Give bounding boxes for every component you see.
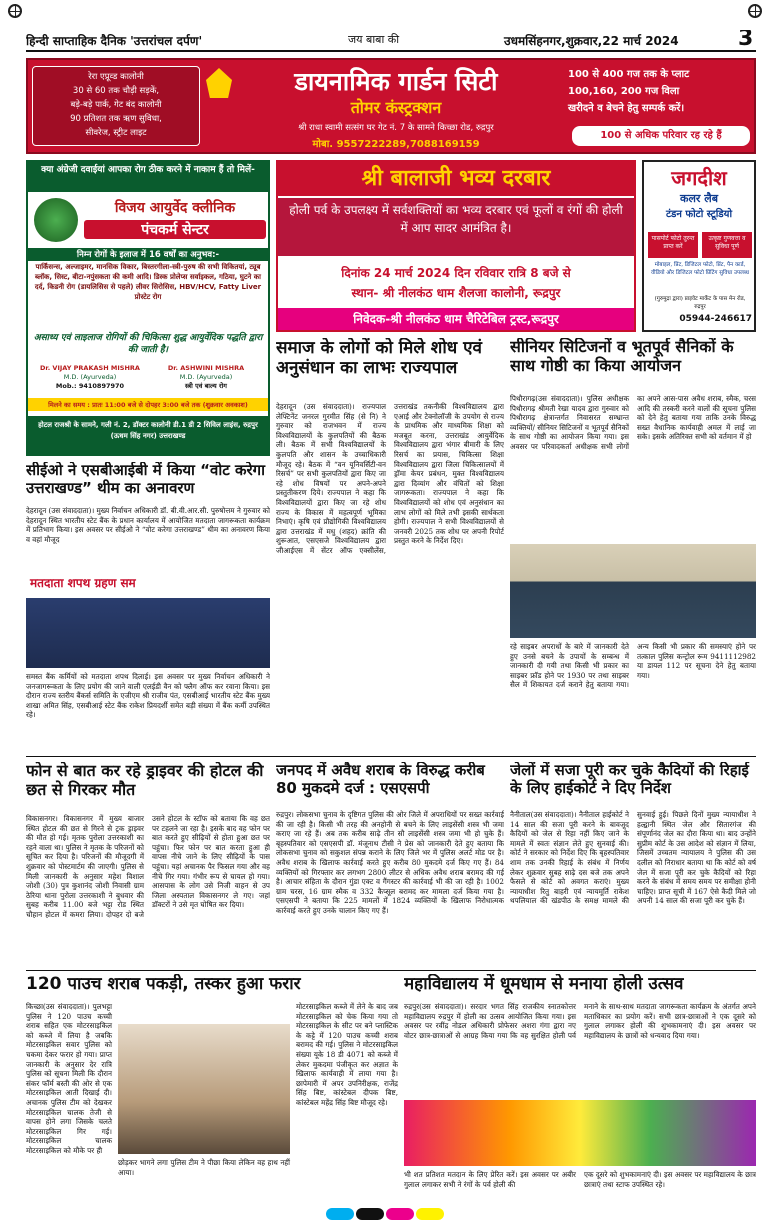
doctor-1-degree: M.D. (Ayurveda): [63, 373, 117, 381]
article-body: रुद्रपुर। लोकसभा चुनाव के दृष्टिगत पुलिस की ओर जिले में अपराधियों पर सख्त कार्रवाई की जा रही है। किसी भी तरह की अनहोनी से बचने के लिए लाइसेंसी शस्त्र भी जमा कराए जा रहे हैं। अब तक करीब साढ़े तीन सौ लाइसेंसी शस्त्र जमा भी हो चुके हैं। बृहस्पतिवार को एसएसपी डॉ. मंजूनाथ टीसी ने प्रेस को जानकारी देते हुए बताया कि लोकसभा चुनाव को सकुशल संपन्न कराने के लिए जिले भर में पुलिस अलर्ट मोड पर है। अवैध शराब के खिलाफ कार्रवाई करते हुए करीब 80 मुकदमे दर्ज किए गए हैं। 84 व्यक्तियों को गिरफ्तार कर लगभग 2800 लीटर से अधिक अवैध शराब बरामद की गई है। आचार संहिता के दौरान गुंडा एक्ट व गैंगस्टर की कार्रवाई भी की जा रही है। 1002 ग्राम चरस, 16 ग्राम स्मैक व 332 कैप्सूल बरामद कर मामला दर्ज किया गया है। एसएसपी ने बताया कि 225 मामलों में 1824 व्यक्तियों के खिलाफ निरोधात्मक कार्रवाई करते हुए उनके चालान किए गए हैं।: [276, 810, 504, 915]
ad-jagdish-title: जगदीश: [671, 166, 727, 190]
article-headline: सीनियर सिटिजनों व भूतपूर्व सैनिकों के साथ गोष्ठी का किया आयोजन: [510, 338, 734, 375]
ad-garden-title: डायनामिक गार्डन सिटी: [294, 67, 498, 96]
ad-jagdish-studio: टंडन फोटो स्टूडियो: [665, 209, 733, 220]
article-headline: फोन से बात कर रहे ड्राइवर की होटल की छत से गिरकर मौत: [26, 762, 264, 799]
ad-ayurved-timing: मिलने का समय : प्रातः 11:00 बजे से दोपहर 3:00 बजे तक (शुक्रवार अवकाश): [28, 398, 268, 411]
ad-balaji-invitation: होली पर्व के उपलक्ष्य में सर्वशक्तियों का भव्य दरबार एवं फूलों व रंगों की होली में आप सादर आमंत्रित है।: [278, 198, 634, 256]
section-divider: [26, 756, 756, 757]
ad-ayurved-leaf-logo-icon: [34, 198, 78, 242]
doctor-2-degree: M.D. (Ayurveda): [179, 373, 233, 381]
ad-balaji-title: श्री बालाजी भव्य दरबार: [278, 162, 634, 196]
article-liquor-pouch-seized: [26, 974, 398, 1200]
article-headline: महाविद्यालय में धूमधाम से मनाया होली उत्सव: [404, 974, 684, 994]
color-registration-bar: [326, 1208, 444, 1220]
ad-garden-feature: 30 से 60 तक चौड़ी सड़कें,: [72, 86, 160, 96]
registration-mark-top-left: [8, 4, 22, 18]
ad-ayurved-slogan: असाध्य एवं लाइलाज रोगियों की चिकित्सा शुद्ध आयुर्वेदिक पद्धति द्वारा की जाती है।: [33, 333, 263, 355]
article-senior-citizens: [510, 338, 756, 752]
ad-garden-phone: मोबा. 9557222289,7088169159: [312, 139, 480, 150]
masthead-slogan: जय बाबा की: [348, 33, 400, 46]
ad-ayurved-doctor-2: [148, 364, 264, 391]
article-body: देहरादून (उस संवाददाता)। राज्यपाल लेफ्टिनेंट जनरल गुरमीत सिंह (से नि) ने गुरुवार को राजभवन में राज्य विश्वविद्यालयों के कुलपतियों की बैठक ली। बैठक में सभी विश्वविद्यालयों के कुलपति और शासन के उच्चाधिकारी मौजूद रहे। बैठक में “वन यूनिवर्सिटी-वन रिसर्च” पर सभी कुलपतियों द्वारा किए जा रहे शोध विषयों पर अपने-अपने प्रस्तुतीकरण दिये। राज्यपाल ने कहा कि विश्वविद्यालयों द्वारा किए जा रहे शोध राज्य के विकास में महत्वपूर्ण भूमिका निभाएं। कृषि एवं प्रौद्योगिकी विश्वविद्यालय द्वारा उत्तराखंड में मधु (शहद) क्रांति की शुरूआत, एसएसजे विश्वविद्यालय द्वारा जीआईएस में सेंटर ऑफ एक्सीलेंस, उत्तराखंड तकनीकी विश्वविद्यालय द्वारा एआई और टेक्नोलॉजी के उपयोग से राज्य के प्राथमिक और माध्यमिक शिक्षा को मजबूत करना, उत्तराखंड आयुर्वेदिक विश्वविद्यालय द्वारा भंगार बीमारी के लिए रिसर्च का प्रयास, चिकित्सा शिक्षा विश्वविद्यालय द्वारा जिला चिकित्सालयों में ड्रॉमा केयर प्रबंधन, मुक्त विश्वविद्यालय द्वारा दिव्यांग और वंचितों को शिक्षा जागरूकता। राज्यपाल ने कहा कि विश्वविद्यालयों को शोध एवं अनुसंधान का लाभ लोगों को मिले तभी इसकी सार्थकता होगी। राज्यपाल ने सभी विश्वविद्यालयों से जनवरी 2025 तक शोध पर अपनी रिपोर्ट प्रस्तुत करने के निर्देश दिए।: [276, 402, 504, 555]
article-headline: जनपद में अवैध शराब के विरुद्ध करीब 80 मुकदमे दर्ज : एसएसपी: [276, 762, 485, 797]
ad-garden-contact-note: खरीदने व बेचने हेतु सम्पर्क करें।: [568, 103, 685, 114]
ad-jagdish-passport-box: पासपोर्ट फोटो तुरन्त प्राप्त करें: [648, 232, 698, 258]
registration-mark-top-right: [748, 4, 762, 18]
article-caption: छोड़कर भागने लगा पुलिस टीम ने पीछा किया लेकिन वह हाथ नहीं आया।: [118, 1158, 290, 1177]
doctor-1-name: Dr. VIJAY PRAKASH MISHRA: [40, 364, 140, 372]
ad-ayurved-experience-band: निम्न रोगों के इलाज में 16 वर्षों का अनुभव:-: [28, 248, 268, 261]
article-governor-research: [276, 338, 504, 752]
article-caption-right: एक दूसरे को शुभकामनाएं दी। इस अवसर पर महाविद्यालय के छात्र छात्राएं तथा स्टाफ उपस्थित रहे।: [584, 1170, 756, 1189]
article-ceo-vote-theme: [26, 462, 270, 752]
ad-ayurved-panchkarma: पंचकर्म सेन्टर: [84, 220, 266, 239]
article-body: पिथौरागढ़(उस संवाददाता)। पुलिस अधीक्षक पिथौरागढ़ श्रीमती रेखा यादव द्वारा गुरुवार को पिथौरागढ़ क्षेत्रान्तर्गत निवासरत सम्भ्रान्त व्यक्तियों/ सीनियर सिटिजनों व भूतपूर्व सैनिकों के साथ गोष्ठी का आयोजन किया गया। इस अवसर पर परिवादकर्ता अधीक्षक सभी लोगों का अपने आस-पास अवैध शराब, स्मैक, चरस आदि की तस्करी करने वालों की सूचना पुलिस को देने हेतु बताया गया ताकि उनके विरुद्ध सख्त वैधानिक कार्यवाही अमल में लाई जा सके। इसके अतिरिक्त सभी को वर्तमान में हो: [510, 394, 756, 451]
article-body: विकासनगर। विकासनगर में मुख्य बाजार स्थित होटल की छत से गिरने से ट्रक ड्राइवर की मौत हो गई। मृतक पुरोला उत्तरकाशी का रहने वाला था। पुलिस ने मृतक के परिजनों को सूचित कर दिया है। परिजनों की मौजूदगी में शुक्रवार को पोस्टमार्टम की जाएगी। पुलिस से मिली जानकारी के अनुसार महेश विशाल जोशी (30) पुत्र कुशानंद जोशी निवासी ग्राम ठेरिया थाना पुरोला उत्तरकाशी ने बुधवार की सुबह करीब 11.00 बजे भट्टा रोड स्थित चौहान होटल में कमरा लिया। दोपहर दो बजे उसने होटल के स्टॉफ को बताया कि वह छत पर टहलने जा रहा है। इसके बाद वह फोन पर बात करते हुए सीढ़ियों से होता हुआ छत पर पहुंचा। फिर फोन पर बात करता हुआ ही वापस नीचे जाने के लिए सीढ़ियों के पास पहुंचा। यहां अचानक पैर फिसल गया और वह नीचे गिर गया। गंभीर रूप से घायल हो गया। आसपास के लोग उसे निजी वाहन से उप जिला अस्पताल विकासनगर ले गए। जहां डॉक्टरों ने उसे मृत घोषित कर दिया।: [26, 814, 270, 919]
ad-garden-plot-size: 100 से 400 गज तक के प्लाट: [568, 69, 690, 80]
ad-jagdish-quality-box: उत्कृष्ट गुणवत्ता व सुविधा पूर्ण: [702, 232, 752, 258]
article-body-photo-side: [118, 1002, 290, 1022]
ad-garden-address: श्री राधा स्वामी सत्संग घर गेट नं. 7 के सामने किच्छा रोड, रुद्रपुर: [298, 123, 494, 133]
ad-garden-left-box: [32, 66, 200, 146]
ad-garden-feature: सीवरेज, स्ट्रीट लाइट: [85, 128, 147, 138]
article-photo: [26, 568, 270, 668]
ad-vijay-ayurved-clinic: [26, 160, 270, 456]
article-body: नैनीताल(उस संवाददाता)। नैनीताल हाईकोर्ट ने 14 साल की सजा पूरी करने के बावजूद कैदियों को जेल से रिहा नहीं किए जाने के मामले में स्वतः संज्ञान लेते हुए सुनवाई की। कोर्ट ने सरकार को निर्देश दिए कि बृहस्पतिवार शाम तक उनकी रिहाई के संबंध में निर्णय लेकर शुक्रवार सुबह साढ़े दस बजे तक अपने फैसले से कोर्ट को अवगत कराएं। मुख्य न्यायाधीश रितु बाहरी एवं न्यायमूर्ति राकेश थपलियाल की खंडपीठ के समक्ष मामले की सुनवाई हुई। पिछले दिनों मुख्य न्यायाधीश ने हल्द्वानी स्थित जेल और सितारगंज की संपूर्णानंद जेल का दौरा किया था। बाद उन्होंने सुप्रीम कोर्ट के उस आदेश को संज्ञान में लिया, जिसमें उच्चतम न्यायालय ने पुलिस की उस दलील को निराधार बताया था कि कोर्ट को वर्ष जेल में सजा पूरी कर चुके कैदियों को रिहा करने के संबंध में समय समय पर समीक्षा होनी चाहिए। प्राप्त सूची में 167 ऐसे कैदी मिले जो अपनी 14 साल की सजा पूरी कर चुके हैं।: [510, 810, 756, 906]
ad-jagdish-services: मोबाइल, प्रिंट, डिजिटल फोटो, प्रिंट, पैन कार्ड, वीडियो और डिजिटल फोटो प्रिंटिंग सुविधा उपलब्ध: [651, 262, 749, 276]
article-college-holi: [404, 974, 756, 1200]
ad-balaji-place: स्थान- श्री नीलकंठ धाम शैलजा कालोनी, रूद्रपुर: [351, 286, 561, 300]
article-highcourt-prisoners: [510, 762, 756, 966]
article-headline: 120 पाउच शराब पकड़ी, तस्कर हुआ फरार: [26, 974, 301, 994]
ad-garden-families-badge: 100 से अधिक परिवार रह रहे हैं: [572, 126, 750, 146]
masthead-paper-name: हिन्दी साप्ताहिक दैनिक 'उत्तरांचल दर्पण': [26, 34, 203, 48]
ad-garden-right-box: [568, 66, 752, 122]
article-driver-death: [26, 762, 270, 966]
ad-jagdish-address: (गुरुमुद्रा द्वारा) प्राइवेट मार्केट के पास मेन रोड, रुद्रपुर: [654, 296, 746, 310]
ad-garden-logo-icon: [206, 68, 232, 98]
magenta-swatch: [386, 1208, 414, 1220]
article-body: रुद्रपुर(उस संवाददाता)। सरदार भगत सिंह राजकीय स्नातकोत्तर महाविद्यालय रुद्रपुर में होली का उत्सव आयोजित किया गया। इस अवसर पर रवींद्र नोडल अधिकारी प्रोफेसर अशरा गंगा द्वारा नए वोटर छात्र-छात्राओं से आग्रह किया गया कि वह सुरक्षित होली पर्व मनाने के साथ-साथ मतदाता जागरूकता कार्यक्रम के अंतर्गत अपने मताधिकार का प्रयोग करें। सभी छात्र-छात्राओं ने एक दूसरे को गुलाल लगाकर होली की शुभकामनाएं दी। इस अवसर पर महाविद्यालय के छात्रों को धन्यवाद दिया गया।: [404, 1002, 756, 1040]
ad-ayurved-clinic-name: विजय आयुर्वेद क्लीनिक: [114, 200, 236, 216]
yellow-swatch: [416, 1208, 444, 1220]
article-caption-left: भी शत प्रतिशत मतदान के लिए प्रेरित करें। इस अवसर पर अबीर गुलाल लगाकर सभी ने रंगों के पर्व होली की: [404, 1170, 576, 1189]
masthead: [26, 30, 756, 52]
ad-jagdish-color-lab: [642, 160, 756, 332]
ad-jagdish-phone: 05944-246617: [679, 314, 752, 324]
article-headline: जेलों में सजा पूरी कर चुके कैदियों की रिहाई के लिए हाईकोर्ट ने दिए निर्देश: [510, 762, 749, 797]
doctor-2-specialty: स्त्री एवं बाल्य रोग: [185, 382, 227, 390]
article-caption: समस्त बैंक कर्मियों को मतदाता शपथ दिलाई। इस अवसर पर मुख्य निर्वाचन अधिकारी ने जनजागरूकता के लिए प्रयोग की जाने वाली एलईडी वैन को फ्लैग ऑफ कर रवाना किया। इस दौरान राज्य स्तरीय बैंकर्स समिति के एजीएम श्री राजीव पंत, एसबीआई भारतीय स्टेट बैंक मुख्य शाखा अमित सिंह, एसबीआई स्टेट बैंक राकेश प्रियदर्शी समेत बड़ी संख्या में बैंक कर्मी उपस्थित रहे।: [26, 672, 270, 720]
article-body: देहरादून (उस संवाददाता)। मुख्य निर्वाचन अधिकारी डॉ. बी.वी.आर.सी. पुरुषोत्तम ने गुरुवार को देहरादून स्थित भारतीय स्टेट बैंक के प्रधान कार्यालय में आयोजित मतदाता जागरूकता कार्यक्रम में प्रतिभाग किया। इस अवसर पर सीईओ ने “वोट करेगा उत्तराखण्ड” थीम का अनावरण किया व वहां मौजूद: [26, 506, 270, 544]
masthead-date: उधमसिंहनगर,शुक्रवार,22 मार्च 2024: [504, 34, 679, 48]
ad-ayurved-diseases: पार्किंसन्स, अल्जाइमर, मानसिक विकार, बिस्तरगीला-स्त्री-पुरुष की सभी विकितयां, ट्यूब ब्लॉक, सिस्ट, बीटा-नपुंसकता की कमी आदि। डिस्क प्रोलेप्स सर्वाइकल, गठिया, घुटने का दर्द, किडनी रोग (डायलिसिस से पहले) लीवर सिरोसिस, HBV/HCV, Fatty Liver प्रोस्टेट रोग: [34, 263, 262, 301]
article-body: किच्छा(उस संवाददाता)। पुलभट्टा पुलिस ने 120 पाउच कच्ची शराब सहित एक मोटरसाइकिल को कब्जे में लिया है जबकि मोटरसाइकिल सवार पुलिस को चकमा देकर फरार हो गया। प्राप्त जानकारी के अनुसार देर रात्रि पुलिस को सूचना मिली कि दौरान संकर फॉर्म बस्ती की ओर से एक मोटरसाइकिल आती दिखाई दी। अचानक पुलिस टीम को देखकर मोटरसाइकिल चालक तेजी से वापस होने लगा जिसके चलते मोटरसाइकिल गिर गई। मोटरसाइकिल चालक मोटरसाइकिल को मौके पर ही: [26, 1002, 112, 1155]
ad-garden-feature: 90 प्रतिशत तक ऋण सुविधा,: [70, 114, 162, 124]
ad-balaji-footer: निवेदक-श्री नीलकंठ धाम चैरिटेबिल ट्रस्ट,रूद्रपुर: [278, 308, 634, 330]
ad-dynamic-garden-city: [26, 58, 756, 154]
photo-banner: मतदाता शपथ ग्रहण सम: [30, 576, 136, 590]
doctor-2-name: Dr. ASHWINI MISHRA: [167, 364, 245, 372]
page-number: 3: [738, 30, 754, 51]
ad-garden-feature: रेरा एप्रूव्ड कालोनी: [88, 72, 144, 82]
ad-ayurved-top-banner: क्या अंग्रेजी दवाईयां आपका रोग ठीक करने में नाकाम हैं तो मिलें-: [28, 162, 268, 192]
black-swatch: [356, 1208, 384, 1220]
section-divider: [26, 970, 756, 971]
article-photo-police: [118, 1024, 290, 1154]
ad-garden-subtitle: तोमर कंस्ट्रक्शन: [350, 98, 442, 117]
ad-garden-feature: बड़े-बड़े पार्क, गेट बंद कालोनी: [70, 100, 162, 110]
article-body-continued: मोटरसाइकिल कब्जे में लेने के बाद जब मोटरसाइकिल को चेक किया गया तो मोटरसाइकिल के सीट पर बने प्लास्टिक के कट्टे में 120 पाउच कच्ची शराब बरामद की गई। पुलिस ने मोटरसाइकिल संख्या यूके 18 डी 4071 को कब्जे में लेकर मुकदमा पंजीकृत कर अज्ञात के खिलाफ कार्यवाही में लाया गया है। छापेमारी में अपर उपनिरीक्षक, राजेंद्र सिंह बिष्ट, कांस्टेबल दीपक बिष्ट, कांस्टेबल महेंद्र सिंह बिष्ट मौजूद रहे।: [296, 1002, 398, 1107]
article-body-continued: रहे साइबर अपराधों के बारे में जानकारी देते हुए उनसे बचने के उपायों के सम्बन्ध में जानकारी दी गयी तथा किसी भी प्रकार का साइबर फ्रॉड होने पर 1930 पर तथा साइबर सैल में शिकायत दर्ज कराने हेतु बताया गया। अन्य किसी भी प्रकार की समस्याएं होने पर तत्काल पुलिस कन्ट्रोल रूम 9411112982 या डायल 112 पर सूचना देने हेतु बताया गया।: [510, 642, 756, 690]
ad-balaji-date: दिनांक 24 मार्च 2024 दिन रविवार रात्रि 8 बजे से: [341, 266, 571, 280]
article-headline: समाज के लोगों को मिले शोध एवं अनुसंधान का लाभः राज्यपाल: [276, 338, 482, 379]
article-photo-holi: [404, 1100, 756, 1166]
ad-ayurved-address: होटल राजश्री के सामने, गली नं. 2, डॉक्टर कालोनी डी.1 डी 2 सिविल लाइंस, रुद्रपुर (ऊधम सिंह नगर) उत्तराखण्ड: [28, 416, 268, 454]
ad-jagdish-lab: कलर लैब: [680, 192, 718, 205]
cyan-swatch: [326, 1208, 354, 1220]
ad-garden-villa-size: 100,160, 200 गज विला: [568, 86, 680, 97]
ad-ayurved-doctor-1: [32, 364, 148, 391]
article-illegal-liquor-cases: [276, 762, 504, 966]
doctor-1-phone: Mob.: 9410897970: [55, 382, 125, 390]
article-headline: सीईओ ने एसबीआईबी में किया “वोट करेगा उत्तराखण्ड” थीम का अनावरण: [26, 462, 266, 497]
ad-balaji-darbar: [276, 160, 636, 332]
article-photo: [510, 544, 756, 638]
